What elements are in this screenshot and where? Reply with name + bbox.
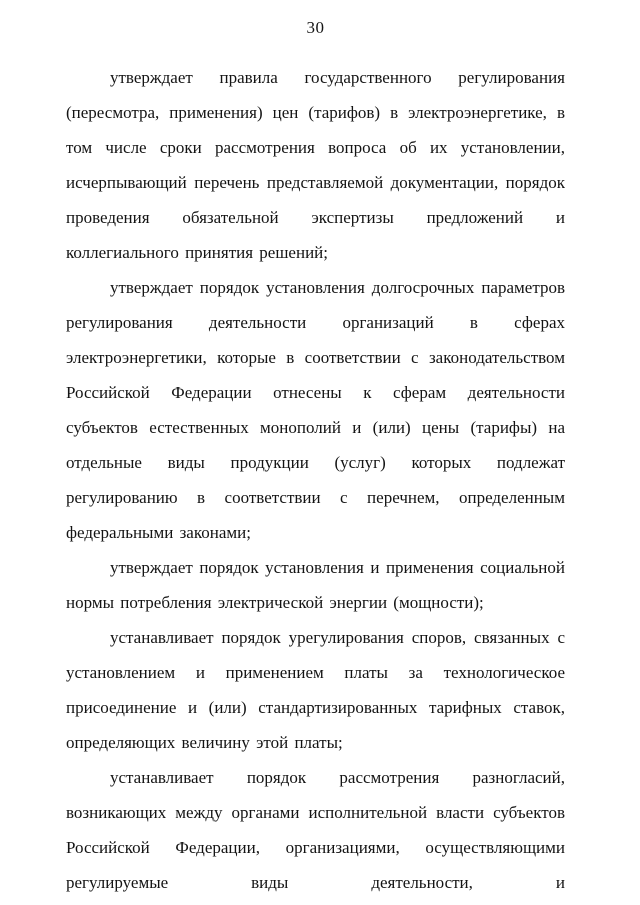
paragraph: утверждает правила государственного регулирования (пересмотра, применения) цен (тарифов) в электроэнергетике, в том числе сроки рассмотрения вопроса об их установлении, исчерпывающий перечень представляемой документации, порядок проведения обязательной экспертизы предложений и коллегиального принятия решений; (66, 68, 565, 262)
paragraph: утверждает порядок установления и применения социальной нормы потребления электрической энергии (мощности); (66, 558, 565, 612)
paragraph: устанавливает порядок рассмотрения разногласий, возникающих между органами исполнительной власти субъектов Российской Федерации, организациями, осуществляющими регулируемые виды деятельности, и (66, 768, 565, 892)
document-body (66, 60, 565, 900)
paragraph: устанавливает порядок урегулирования споров, связанных с установлением и применением платы за технологическое присоединение и (или) стандартизированных тарифных ставок, определяющих величину этой платы; (66, 628, 565, 752)
paragraph: утверждает порядок установления долгосрочных параметров регулирования деятельности организаций в сферах электроэнергетики, которые в соответствии с законодательством Российской Федерации отнесены к сферам деятельности субъектов естественных монополий и (или) цены (тарифы) на отдельные виды продукции (услуг) которых подлежат регулированию в соответствии с перечнем, определенным федеральными законами; (66, 278, 565, 542)
page-number: 30 (306, 18, 325, 37)
